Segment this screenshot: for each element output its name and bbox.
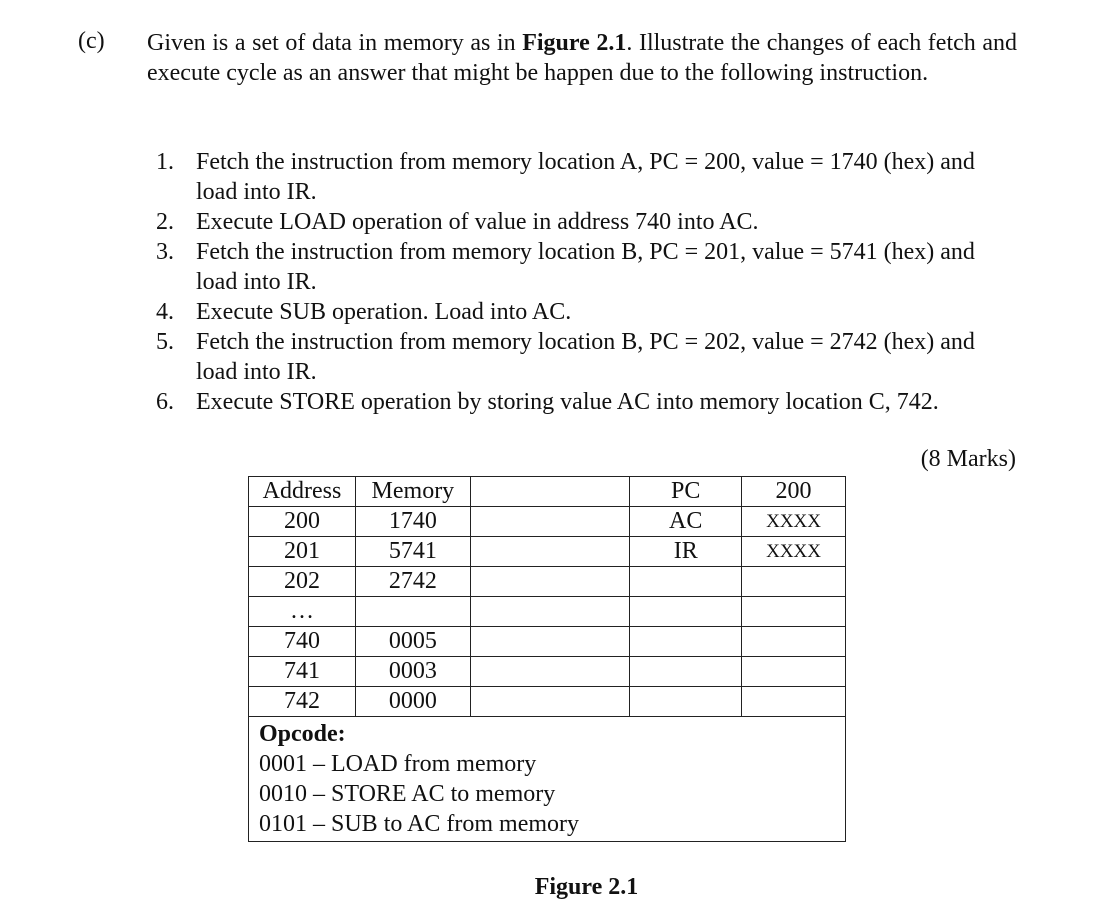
register-value bbox=[742, 597, 846, 627]
address-header: Address bbox=[249, 477, 356, 507]
blank-cell bbox=[470, 597, 630, 627]
step-item: 5. Fetch the instruction from memory location B, PC = 202, value = 2742 (hex) and load into IR. bbox=[156, 329, 975, 385]
blank-cell bbox=[470, 477, 630, 507]
blank-cell bbox=[470, 567, 630, 597]
register-value bbox=[742, 687, 846, 717]
memory-cell: 1740 bbox=[355, 507, 470, 537]
memory-cell: 5741 bbox=[355, 537, 470, 567]
opcode-title: Opcode: bbox=[259, 721, 346, 747]
address-cell: 742 bbox=[249, 687, 356, 717]
register-label: AC bbox=[630, 507, 742, 537]
step-item: 6. Execute STORE operation by storing value AC into memory location C, 742. bbox=[156, 389, 939, 415]
blank-cell bbox=[470, 687, 630, 717]
register-value: XXXX bbox=[742, 537, 846, 567]
register-label bbox=[630, 657, 742, 687]
address-cell: 201 bbox=[249, 537, 356, 567]
table-row bbox=[249, 597, 846, 627]
figure-caption: Figure 2.1 bbox=[534, 874, 639, 900]
opcode-item: 0010 – STORE AC to memory bbox=[259, 781, 556, 807]
register-label bbox=[630, 567, 742, 597]
address-cell: 740 bbox=[249, 627, 356, 657]
memory-cell: 2742 bbox=[355, 567, 470, 597]
question-label: (c) bbox=[78, 28, 105, 54]
instruction-steps bbox=[148, 147, 1018, 417]
figure-table bbox=[248, 476, 846, 842]
register-label: IR bbox=[630, 537, 742, 567]
step-item: 4. Execute SUB operation. Load into AC. bbox=[156, 299, 572, 325]
register-label bbox=[630, 687, 742, 717]
table-row bbox=[249, 567, 846, 597]
register-label bbox=[630, 597, 742, 627]
opcode-item: 0001 – LOAD from memory bbox=[259, 751, 537, 777]
table-row bbox=[249, 687, 846, 717]
figure-reference: Figure 2.1 bbox=[522, 30, 627, 56]
address-cell: 202 bbox=[249, 567, 356, 597]
register-value bbox=[742, 627, 846, 657]
blank-cell bbox=[470, 627, 630, 657]
address-cell: … bbox=[249, 597, 356, 627]
memory-cell: 0005 bbox=[355, 627, 470, 657]
register-value bbox=[742, 567, 846, 597]
step-item: 3. Fetch the instruction from memory location B, PC = 201, value = 5741 (hex) and load into IR. bbox=[156, 239, 975, 295]
blank-cell bbox=[470, 507, 630, 537]
table-header-row bbox=[249, 477, 846, 507]
memory-header: Memory bbox=[355, 477, 470, 507]
register-value: XXXX bbox=[742, 507, 846, 537]
memory-cell bbox=[355, 597, 470, 627]
register-label: PC bbox=[630, 477, 742, 507]
question-intro: Given is a set of data in memory as in Figure 2.1. Illustrate the changes of each fetch and execute cycle as an answer that might be happen due to the following instruction. bbox=[147, 30, 1018, 86]
marks-label: (8 Marks) bbox=[920, 446, 1016, 472]
address-cell: 741 bbox=[249, 657, 356, 687]
opcode-legend bbox=[249, 717, 846, 842]
blank-cell bbox=[470, 657, 630, 687]
address-cell: 200 bbox=[249, 507, 356, 537]
register-value bbox=[742, 657, 846, 687]
table-row bbox=[249, 507, 846, 537]
step-item: 2. Execute LOAD operation of value in address 740 into AC. bbox=[156, 209, 759, 235]
table-row bbox=[249, 627, 846, 657]
blank-cell bbox=[470, 537, 630, 567]
table-row bbox=[249, 657, 846, 687]
opcode-row bbox=[249, 717, 846, 842]
memory-cell: 0000 bbox=[355, 687, 470, 717]
table-row bbox=[249, 537, 846, 567]
register-label bbox=[630, 627, 742, 657]
memory-cell: 0003 bbox=[355, 657, 470, 687]
step-item: 1. Fetch the instruction from memory location A, PC = 200, value = 1740 (hex) and load into IR. bbox=[156, 149, 975, 205]
register-value: 200 bbox=[742, 477, 846, 507]
opcode-item: 0101 – SUB to AC from memory bbox=[259, 811, 580, 837]
